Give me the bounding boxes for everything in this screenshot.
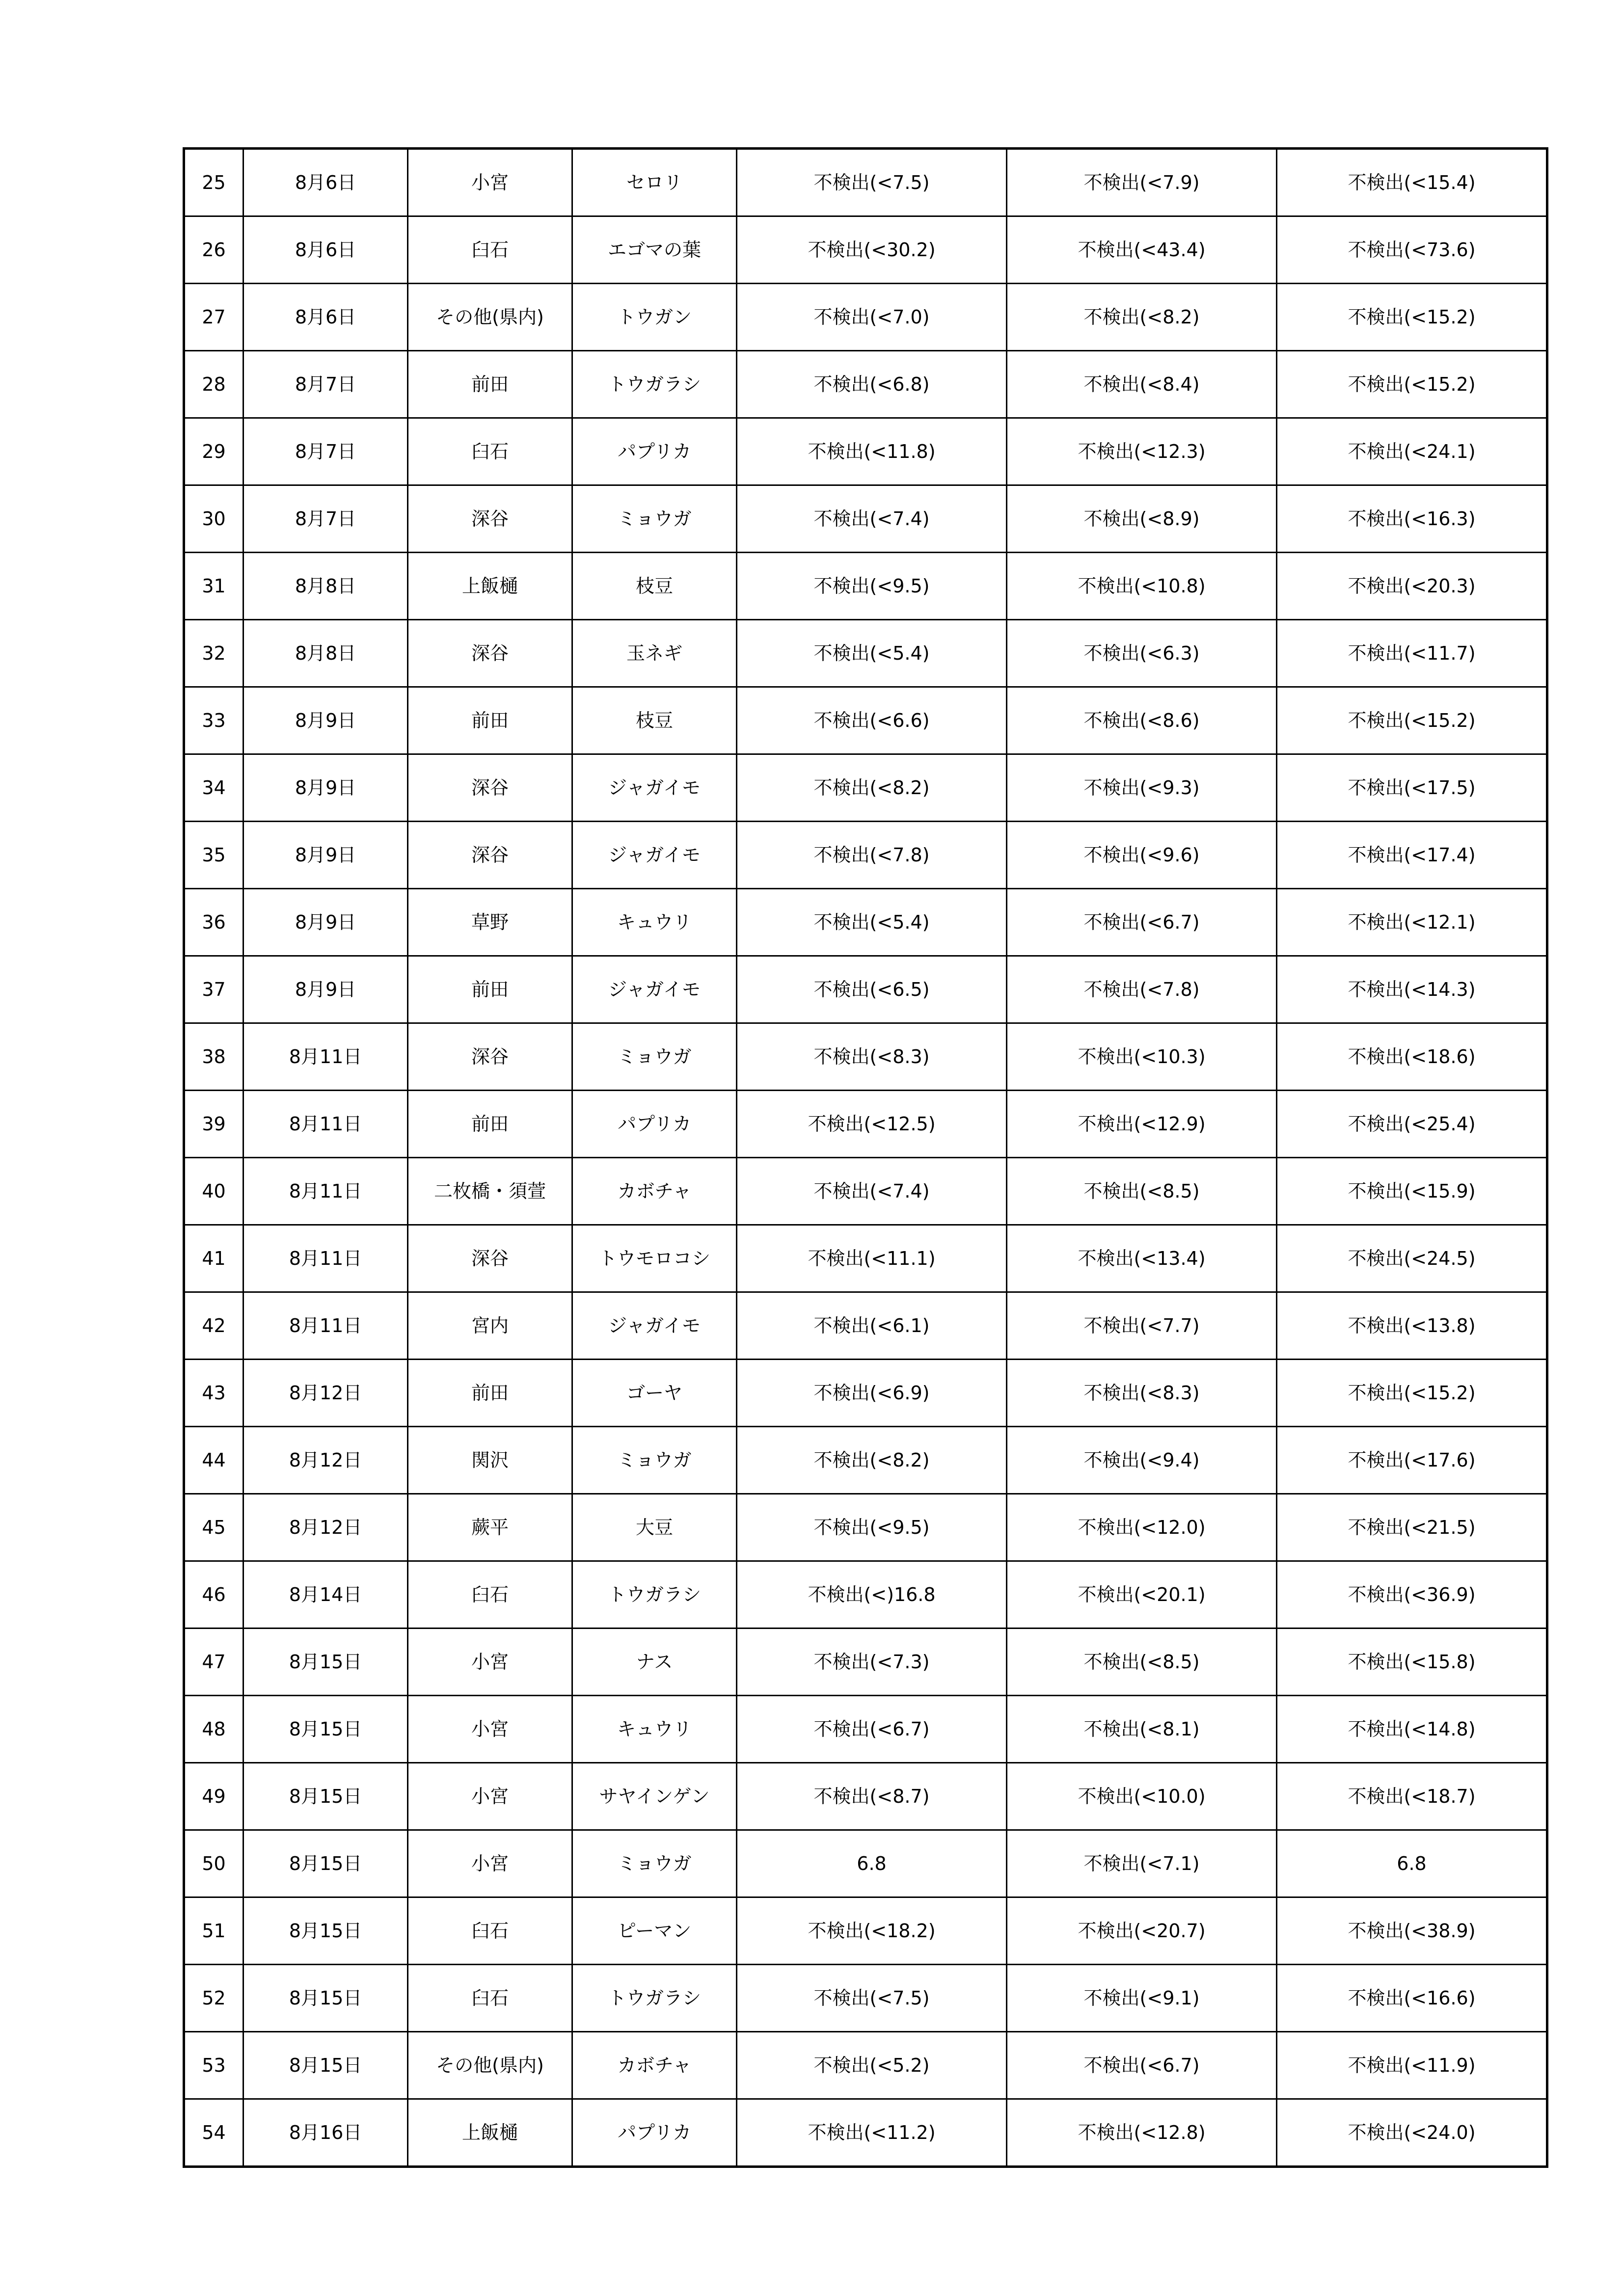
sample-number-cell: 33 — [184, 687, 243, 754]
result-cell-2: 不検出(<12.0) — [1007, 1494, 1277, 1561]
result-cell-3: 不検出(<16.6) — [1277, 1965, 1547, 2032]
result-cell-3: 不検出(<17.5) — [1277, 754, 1547, 822]
result-cell-3: 不検出(<38.9) — [1277, 1897, 1547, 1965]
item-name-cell: キュウリ — [572, 889, 737, 956]
result-cell-1: 不検出(<6.5) — [737, 956, 1007, 1023]
area-cell: 小宮 — [408, 1763, 572, 1830]
item-name-cell: ジャガイモ — [572, 754, 737, 822]
item-name-cell: ミョウガ — [572, 1023, 737, 1091]
result-cell-1: 不検出(<30.2) — [737, 216, 1007, 284]
table-row — [184, 1696, 1547, 1763]
area-cell: 前田 — [408, 956, 572, 1023]
table-row — [184, 284, 1547, 351]
area-cell: 深谷 — [408, 485, 572, 553]
result-cell-1: 不検出(<6.8) — [737, 351, 1007, 418]
area-cell: 深谷 — [408, 1225, 572, 1292]
table-row — [184, 687, 1547, 754]
sample-number-cell: 39 — [184, 1091, 243, 1158]
area-cell: 上飯樋 — [408, 2099, 572, 2167]
sample-number-cell: 45 — [184, 1494, 243, 1561]
area-cell: 臼石 — [408, 1965, 572, 2032]
sample-number-cell: 30 — [184, 485, 243, 553]
sample-number-cell: 43 — [184, 1360, 243, 1427]
result-cell-3: 不検出(<17.4) — [1277, 822, 1547, 889]
result-cell-2: 不検出(<10.3) — [1007, 1023, 1277, 1091]
result-cell-1: 不検出(<7.5) — [737, 1965, 1007, 2032]
sampling-date-cell: 8月16日 — [243, 2099, 408, 2167]
item-name-cell: 枝豆 — [572, 687, 737, 754]
item-name-cell: カボチャ — [572, 1158, 737, 1225]
item-name-cell: トウモロコシ — [572, 1225, 737, 1292]
result-cell-3: 不検出(<13.8) — [1277, 1292, 1547, 1360]
area-cell: 臼石 — [408, 216, 572, 284]
result-cell-2: 不検出(<12.3) — [1007, 418, 1277, 485]
sample-number-cell: 27 — [184, 284, 243, 351]
area-cell: 関沢 — [408, 1427, 572, 1494]
result-cell-3: 6.8 — [1277, 1830, 1547, 1897]
sampling-date-cell: 8月12日 — [243, 1427, 408, 1494]
result-cell-3: 不検出(<11.9) — [1277, 2032, 1547, 2099]
sample-number-cell: 44 — [184, 1427, 243, 1494]
result-cell-2: 不検出(<12.8) — [1007, 2099, 1277, 2167]
result-cell-1: 不検出(<8.7) — [737, 1763, 1007, 1830]
result-cell-1: 不検出(<7.0) — [737, 284, 1007, 351]
area-cell: その他(県内) — [408, 2032, 572, 2099]
result-cell-3: 不検出(<24.5) — [1277, 1225, 1547, 1292]
result-cell-2: 不検出(<20.7) — [1007, 1897, 1277, 1965]
sampling-date-cell: 8月9日 — [243, 754, 408, 822]
table-row — [184, 553, 1547, 620]
sampling-date-cell: 8月15日 — [243, 1629, 408, 1696]
item-name-cell: パプリカ — [572, 1091, 737, 1158]
sample-number-cell: 29 — [184, 418, 243, 485]
sample-number-cell: 37 — [184, 956, 243, 1023]
table-row — [184, 1763, 1547, 1830]
item-name-cell: ジャガイモ — [572, 956, 737, 1023]
result-cell-2: 不検出(<7.7) — [1007, 1292, 1277, 1360]
sampling-date-cell: 8月9日 — [243, 956, 408, 1023]
area-cell: 臼石 — [408, 1897, 572, 1965]
result-cell-1: 不検出(<5.2) — [737, 2032, 1007, 2099]
area-cell: 前田 — [408, 687, 572, 754]
result-cell-2: 不検出(<9.1) — [1007, 1965, 1277, 2032]
result-cell-3: 不検出(<15.2) — [1277, 687, 1547, 754]
result-cell-1: 不検出(<6.7) — [737, 1696, 1007, 1763]
table-row — [184, 1427, 1547, 1494]
table-row — [184, 1629, 1547, 1696]
sample-number-cell: 31 — [184, 553, 243, 620]
table-row — [184, 2099, 1547, 2167]
sample-number-cell: 42 — [184, 1292, 243, 1360]
result-cell-1: 不検出(<)16.8 — [737, 1561, 1007, 1629]
sampling-date-cell: 8月8日 — [243, 553, 408, 620]
area-cell: 草野 — [408, 889, 572, 956]
result-cell-3: 不検出(<17.6) — [1277, 1427, 1547, 1494]
result-cell-2: 不検出(<6.3) — [1007, 620, 1277, 687]
table-row — [184, 149, 1547, 216]
result-cell-2: 不検出(<9.6) — [1007, 822, 1277, 889]
area-cell: 前田 — [408, 1360, 572, 1427]
result-cell-2: 不検出(<43.4) — [1007, 216, 1277, 284]
result-cell-2: 不検出(<8.4) — [1007, 351, 1277, 418]
sample-number-cell: 28 — [184, 351, 243, 418]
sample-number-cell: 48 — [184, 1696, 243, 1763]
result-cell-3: 不検出(<15.8) — [1277, 1629, 1547, 1696]
item-name-cell: ミョウガ — [572, 485, 737, 553]
area-cell: 小宮 — [408, 1696, 572, 1763]
result-cell-1: 6.8 — [737, 1830, 1007, 1897]
area-cell: 臼石 — [408, 418, 572, 485]
result-cell-2: 不検出(<8.5) — [1007, 1629, 1277, 1696]
table-row — [184, 620, 1547, 687]
table-row — [184, 351, 1547, 418]
table-row — [184, 1292, 1547, 1360]
result-cell-1: 不検出(<9.5) — [737, 553, 1007, 620]
table-row — [184, 418, 1547, 485]
item-name-cell: ミョウガ — [572, 1427, 737, 1494]
table-row — [184, 1965, 1547, 2032]
sample-number-cell: 40 — [184, 1158, 243, 1225]
table-row — [184, 754, 1547, 822]
area-cell: 小宮 — [408, 1629, 572, 1696]
sampling-date-cell: 8月7日 — [243, 418, 408, 485]
area-cell: 小宮 — [408, 149, 572, 216]
sampling-date-cell: 8月8日 — [243, 620, 408, 687]
result-cell-2: 不検出(<7.8) — [1007, 956, 1277, 1023]
sampling-date-cell: 8月7日 — [243, 485, 408, 553]
area-cell: 臼石 — [408, 1561, 572, 1629]
area-cell: 前田 — [408, 1091, 572, 1158]
sampling-date-cell: 8月11日 — [243, 1225, 408, 1292]
sampling-date-cell: 8月15日 — [243, 1830, 408, 1897]
item-name-cell: トウガラシ — [572, 1561, 737, 1629]
result-cell-1: 不検出(<6.9) — [737, 1360, 1007, 1427]
table-row — [184, 1897, 1547, 1965]
item-name-cell: ゴーヤ — [572, 1360, 737, 1427]
item-name-cell: 大豆 — [572, 1494, 737, 1561]
area-cell: 深谷 — [408, 754, 572, 822]
sample-number-cell: 50 — [184, 1830, 243, 1897]
item-name-cell: 枝豆 — [572, 553, 737, 620]
table-row — [184, 956, 1547, 1023]
table-row — [184, 1561, 1547, 1629]
table-row — [184, 216, 1547, 284]
area-cell: 深谷 — [408, 822, 572, 889]
result-cell-3: 不検出(<15.4) — [1277, 149, 1547, 216]
sampling-date-cell: 8月15日 — [243, 2032, 408, 2099]
table-row — [184, 2032, 1547, 2099]
table-row — [184, 1225, 1547, 1292]
area-cell: その他(県内) — [408, 284, 572, 351]
result-cell-1: 不検出(<11.1) — [737, 1225, 1007, 1292]
sample-number-cell: 32 — [184, 620, 243, 687]
result-cell-3: 不検出(<24.0) — [1277, 2099, 1547, 2167]
item-name-cell: キュウリ — [572, 1696, 737, 1763]
result-cell-2: 不検出(<9.4) — [1007, 1427, 1277, 1494]
result-cell-2: 不検出(<7.1) — [1007, 1830, 1277, 1897]
sampling-date-cell: 8月15日 — [243, 1696, 408, 1763]
result-cell-1: 不検出(<7.4) — [737, 485, 1007, 553]
sampling-date-cell: 8月11日 — [243, 1091, 408, 1158]
sampling-date-cell: 8月9日 — [243, 889, 408, 956]
sampling-date-cell: 8月11日 — [243, 1158, 408, 1225]
result-cell-1: 不検出(<8.2) — [737, 754, 1007, 822]
result-cell-1: 不検出(<5.4) — [737, 889, 1007, 956]
result-cell-2: 不検出(<20.1) — [1007, 1561, 1277, 1629]
sampling-date-cell: 8月15日 — [243, 1897, 408, 1965]
result-cell-1: 不検出(<11.8) — [737, 418, 1007, 485]
item-name-cell: パプリカ — [572, 2099, 737, 2167]
result-cell-2: 不検出(<13.4) — [1007, 1225, 1277, 1292]
sample-number-cell: 26 — [184, 216, 243, 284]
sampling-date-cell: 8月9日 — [243, 687, 408, 754]
result-cell-1: 不検出(<7.3) — [737, 1629, 1007, 1696]
item-name-cell: ジャガイモ — [572, 822, 737, 889]
sample-number-cell: 36 — [184, 889, 243, 956]
result-cell-2: 不検出(<8.5) — [1007, 1158, 1277, 1225]
sample-number-cell: 25 — [184, 149, 243, 216]
item-name-cell: ピーマン — [572, 1897, 737, 1965]
result-cell-3: 不検出(<14.8) — [1277, 1696, 1547, 1763]
item-name-cell: トウガラシ — [572, 351, 737, 418]
result-cell-3: 不検出(<18.7) — [1277, 1763, 1547, 1830]
item-name-cell: トウガラシ — [572, 1965, 737, 2032]
sampling-date-cell: 8月11日 — [243, 1023, 408, 1091]
result-cell-3: 不検出(<14.3) — [1277, 956, 1547, 1023]
item-name-cell: サヤインゲン — [572, 1763, 737, 1830]
sampling-date-cell: 8月6日 — [243, 216, 408, 284]
result-cell-1: 不検出(<8.3) — [737, 1023, 1007, 1091]
area-cell: 宮内 — [408, 1292, 572, 1360]
result-cell-3: 不検出(<36.9) — [1277, 1561, 1547, 1629]
sample-number-cell: 38 — [184, 1023, 243, 1091]
item-name-cell: トウガン — [572, 284, 737, 351]
result-cell-2: 不検出(<12.9) — [1007, 1091, 1277, 1158]
table-row — [184, 1830, 1547, 1897]
sampling-date-cell: 8月6日 — [243, 284, 408, 351]
result-cell-3: 不検出(<73.6) — [1277, 216, 1547, 284]
item-name-cell: セロリ — [572, 149, 737, 216]
item-name-cell: パプリカ — [572, 418, 737, 485]
table-row — [184, 1091, 1547, 1158]
sample-number-cell: 47 — [184, 1629, 243, 1696]
result-cell-3: 不検出(<15.9) — [1277, 1158, 1547, 1225]
result-cell-3: 不検出(<12.1) — [1277, 889, 1547, 956]
table-body — [184, 149, 1547, 2167]
item-name-cell: 玉ネギ — [572, 620, 737, 687]
result-cell-3: 不検出(<20.3) — [1277, 553, 1547, 620]
result-cell-3: 不検出(<16.3) — [1277, 485, 1547, 553]
result-cell-1: 不検出(<8.2) — [737, 1427, 1007, 1494]
sample-number-cell: 49 — [184, 1763, 243, 1830]
result-cell-3: 不検出(<15.2) — [1277, 284, 1547, 351]
result-cell-2: 不検出(<8.1) — [1007, 1696, 1277, 1763]
result-cell-3: 不検出(<18.6) — [1277, 1023, 1547, 1091]
result-cell-2: 不検出(<6.7) — [1007, 2032, 1277, 2099]
table-row — [184, 1360, 1547, 1427]
result-cell-1: 不検出(<6.6) — [737, 687, 1007, 754]
sample-number-cell: 35 — [184, 822, 243, 889]
item-name-cell: エゴマの葉 — [572, 216, 737, 284]
sampling-date-cell: 8月12日 — [243, 1360, 408, 1427]
area-cell: 深谷 — [408, 620, 572, 687]
result-cell-3: 不検出(<21.5) — [1277, 1494, 1547, 1561]
result-cell-2: 不検出(<10.8) — [1007, 553, 1277, 620]
inspection-results-table — [183, 147, 1548, 2168]
area-cell: 深谷 — [408, 1023, 572, 1091]
item-name-cell: カボチャ — [572, 2032, 737, 2099]
sampling-date-cell: 8月15日 — [243, 1763, 408, 1830]
table-row — [184, 485, 1547, 553]
sampling-date-cell: 8月6日 — [243, 149, 408, 216]
result-cell-2: 不検出(<10.0) — [1007, 1763, 1277, 1830]
result-cell-3: 不検出(<15.2) — [1277, 1360, 1547, 1427]
area-cell: 小宮 — [408, 1830, 572, 1897]
sample-number-cell: 52 — [184, 1965, 243, 2032]
item-name-cell: ナス — [572, 1629, 737, 1696]
result-cell-1: 不検出(<9.5) — [737, 1494, 1007, 1561]
sampling-date-cell: 8月15日 — [243, 1965, 408, 2032]
result-cell-2: 不検出(<6.7) — [1007, 889, 1277, 956]
result-cell-2: 不検出(<8.9) — [1007, 485, 1277, 553]
table-row — [184, 1023, 1547, 1091]
sampling-date-cell: 8月11日 — [243, 1292, 408, 1360]
result-cell-1: 不検出(<7.4) — [737, 1158, 1007, 1225]
sample-number-cell: 46 — [184, 1561, 243, 1629]
sample-number-cell: 51 — [184, 1897, 243, 1965]
result-cell-3: 不検出(<11.7) — [1277, 620, 1547, 687]
result-cell-3: 不検出(<15.2) — [1277, 351, 1547, 418]
result-cell-3: 不検出(<24.1) — [1277, 418, 1547, 485]
result-cell-1: 不検出(<6.1) — [737, 1292, 1007, 1360]
table-row — [184, 822, 1547, 889]
area-cell: 二枚橋・須萱 — [408, 1158, 572, 1225]
table-row — [184, 1494, 1547, 1561]
sample-number-cell: 54 — [184, 2099, 243, 2167]
table-row — [184, 889, 1547, 956]
sample-number-cell: 34 — [184, 754, 243, 822]
sampling-date-cell: 8月7日 — [243, 351, 408, 418]
result-cell-1: 不検出(<7.8) — [737, 822, 1007, 889]
result-cell-2: 不検出(<7.9) — [1007, 149, 1277, 216]
sampling-date-cell: 8月9日 — [243, 822, 408, 889]
result-cell-1: 不検出(<18.2) — [737, 1897, 1007, 1965]
item-name-cell: ジャガイモ — [572, 1292, 737, 1360]
area-cell: 上飯樋 — [408, 553, 572, 620]
result-cell-1: 不検出(<7.5) — [737, 149, 1007, 216]
result-cell-2: 不検出(<8.3) — [1007, 1360, 1277, 1427]
result-cell-1: 不検出(<12.5) — [737, 1091, 1007, 1158]
result-cell-2: 不検出(<9.3) — [1007, 754, 1277, 822]
sampling-date-cell: 8月14日 — [243, 1561, 408, 1629]
result-cell-2: 不検出(<8.2) — [1007, 284, 1277, 351]
result-cell-1: 不検出(<11.2) — [737, 2099, 1007, 2167]
area-cell: 蕨平 — [408, 1494, 572, 1561]
result-cell-2: 不検出(<8.6) — [1007, 687, 1277, 754]
table-row — [184, 1158, 1547, 1225]
area-cell: 前田 — [408, 351, 572, 418]
result-cell-1: 不検出(<5.4) — [737, 620, 1007, 687]
result-cell-3: 不検出(<25.4) — [1277, 1091, 1547, 1158]
sampling-date-cell: 8月12日 — [243, 1494, 408, 1561]
sample-number-cell: 53 — [184, 2032, 243, 2099]
item-name-cell: ミョウガ — [572, 1830, 737, 1897]
sample-number-cell: 41 — [184, 1225, 243, 1292]
